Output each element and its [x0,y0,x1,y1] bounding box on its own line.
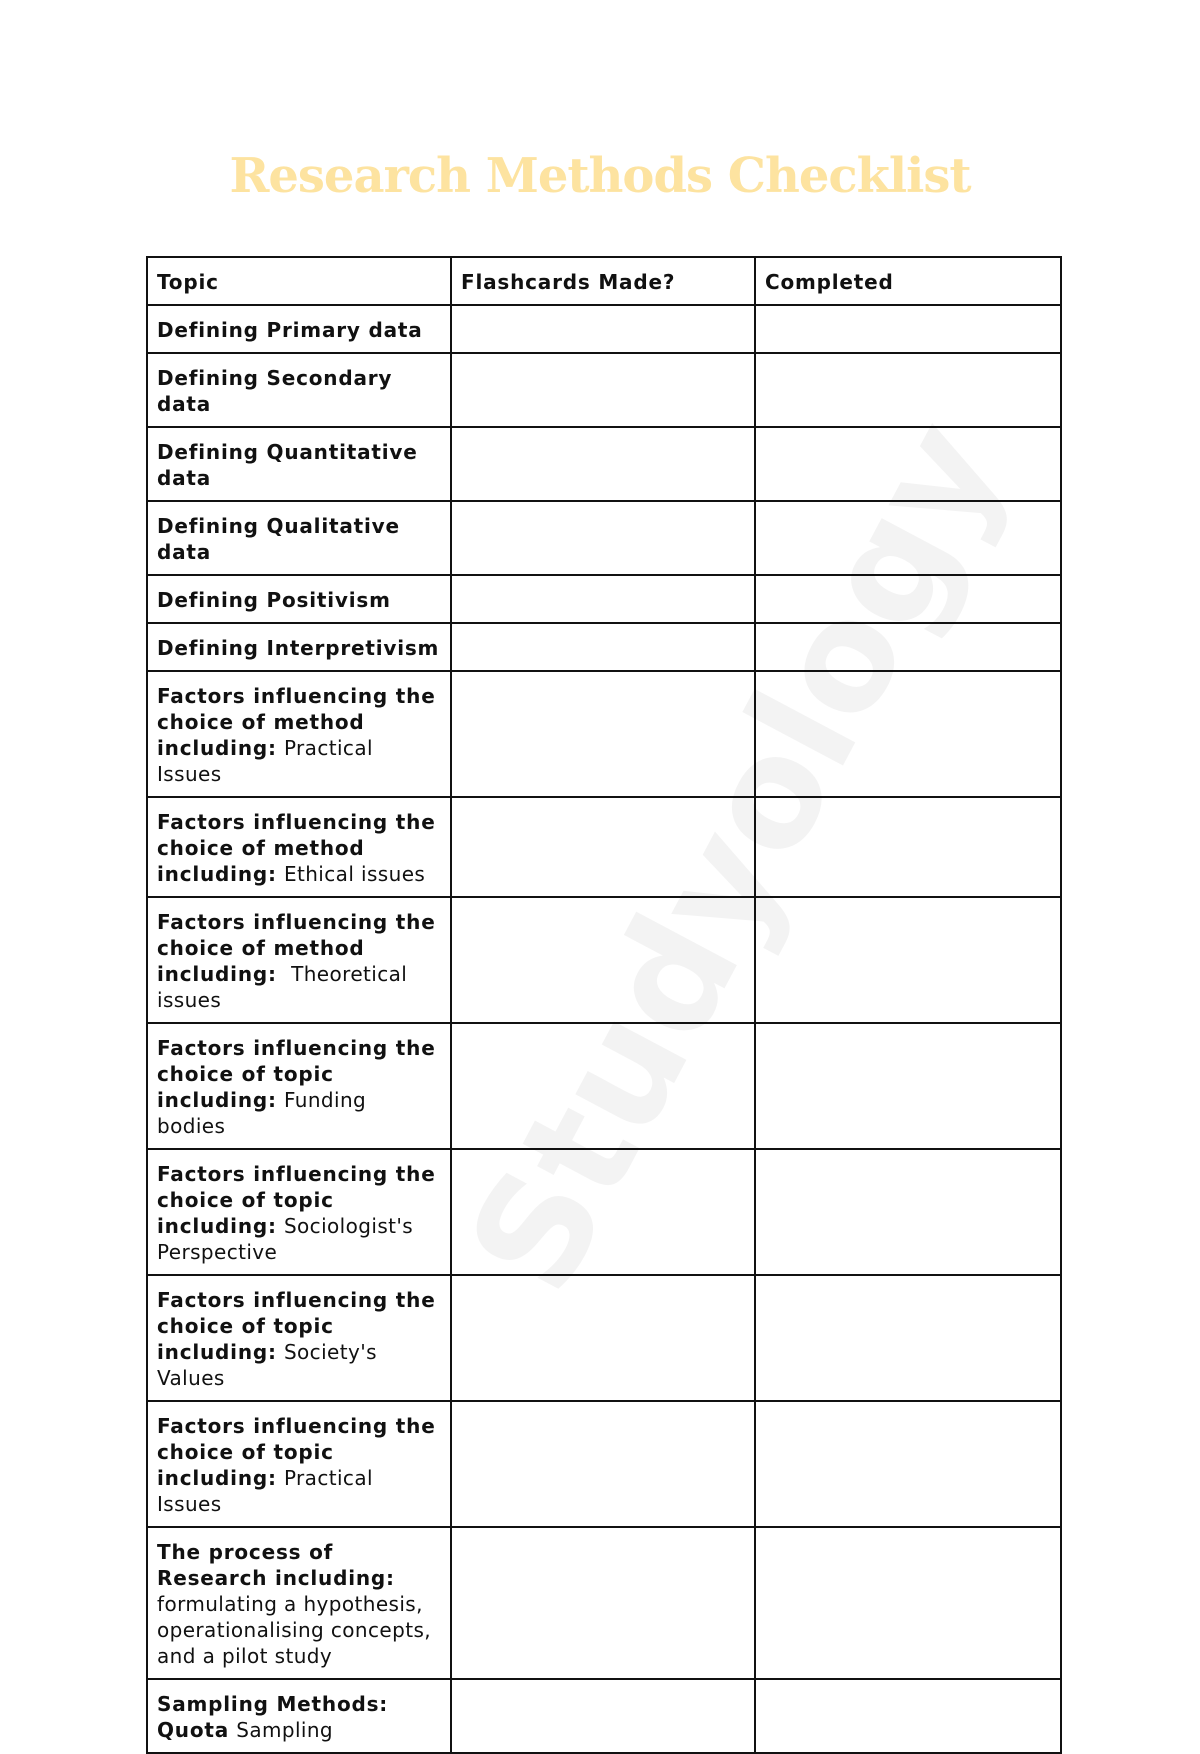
completed-cell[interactable] [755,1275,1061,1401]
topic-bold: The process of Research including: [157,1540,395,1590]
topic-detail: Sampling [236,1718,334,1742]
topic-bold: Factors influencing the choice of topic including: [157,1288,436,1364]
topic-detail: Sociologist's Perspective [157,1214,414,1264]
flashcards-cell[interactable] [451,797,755,897]
topic-detail: Practical Issues [157,1466,373,1516]
topic-detail: Ethical issues [283,862,426,886]
topic-cell [147,1023,451,1149]
table-row [147,1527,1061,1679]
table-header-row [147,257,1061,305]
flashcards-cell[interactable] [451,575,755,623]
topic-bold: Defining Qualitative data [157,514,400,564]
table-row [147,1401,1061,1527]
flashcards-cell[interactable] [451,1401,755,1527]
topic-cell [147,1527,451,1679]
topic-detail: Society's Values [157,1340,377,1390]
topic-cell [147,797,451,897]
completed-cell[interactable] [755,897,1061,1023]
completed-cell[interactable] [755,623,1061,671]
topic-bold: Factors influencing the choice of topic including: [157,1162,436,1238]
completed-cell[interactable] [755,501,1061,575]
topic-bold: Sampling Methods: Quota [157,1692,389,1742]
topic-bold: Defining Primary data [157,318,423,342]
topic-cell [147,427,451,501]
flashcards-cell[interactable] [451,671,755,797]
topic-bold: Factors influencing the choice of method including: [157,684,436,760]
checklist-table [146,256,1062,1754]
topic-cell [147,671,451,797]
flashcards-cell[interactable] [451,623,755,671]
header-flashcards: Flashcards Made? [451,257,755,305]
flashcards-cell[interactable] [451,427,755,501]
topic-bold: Factors influencing the choice of topic including: [157,1036,436,1112]
topic-cell [147,1679,451,1753]
completed-cell[interactable] [755,797,1061,897]
flashcards-cell[interactable] [451,305,755,353]
table-row [147,797,1061,897]
topic-cell [147,1275,451,1401]
topic-cell [147,575,451,623]
table-row [147,1023,1061,1149]
page-title: Research Methods Checklist [229,148,971,204]
flashcards-cell[interactable] [451,501,755,575]
table-row [147,1149,1061,1275]
completed-cell[interactable] [755,353,1061,427]
table-row [147,353,1061,427]
table-row [147,575,1061,623]
topic-bold: Factors influencing the choice of method including: [157,810,436,886]
flashcards-cell[interactable] [451,1023,755,1149]
completed-cell[interactable] [755,1527,1061,1679]
topic-cell [147,897,451,1023]
table-row [147,501,1061,575]
completed-cell[interactable] [755,575,1061,623]
completed-cell[interactable] [755,1023,1061,1149]
table-row [147,1679,1061,1753]
topic-detail: Theoretical issues [157,962,408,1012]
completed-cell[interactable] [755,1401,1061,1527]
header-completed: Completed [755,257,1061,305]
flashcards-cell[interactable] [451,1527,755,1679]
flashcards-cell[interactable] [451,1275,755,1401]
completed-cell[interactable] [755,1149,1061,1275]
completed-cell[interactable] [755,305,1061,353]
flashcards-cell[interactable] [451,353,755,427]
topic-bold: Factors influencing the choice of topic including: [157,1414,436,1490]
flashcards-cell[interactable] [451,1149,755,1275]
topic-cell [147,305,451,353]
topic-cell [147,353,451,427]
topic-detail: Funding bodies [157,1088,367,1138]
topic-cell [147,501,451,575]
table-row [147,305,1061,353]
table-row [147,427,1061,501]
topic-bold: Factors influencing the choice of method including: [157,910,436,986]
topic-bold: Defining Quantitative data [157,440,418,490]
completed-cell[interactable] [755,1679,1061,1753]
topic-bold: Defining Interpretivism [157,636,440,660]
topic-bold: Defining Secondary data [157,366,393,416]
table-row [147,671,1061,797]
topic-cell [147,1149,451,1275]
table-row [147,897,1061,1023]
topic-detail: Practical Issues [157,736,373,786]
completed-cell[interactable] [755,427,1061,501]
table-row [147,1275,1061,1401]
table-row [147,623,1061,671]
topic-cell [147,623,451,671]
flashcards-cell[interactable] [451,897,755,1023]
flashcards-cell[interactable] [451,1679,755,1753]
topic-bold: Defining Positivism [157,588,391,612]
header-topic: Topic [147,257,451,305]
completed-cell[interactable] [755,671,1061,797]
topic-detail: formulating a hypothesis, operationalising concepts, and a pilot study [157,1592,432,1668]
topic-cell [147,1401,451,1527]
